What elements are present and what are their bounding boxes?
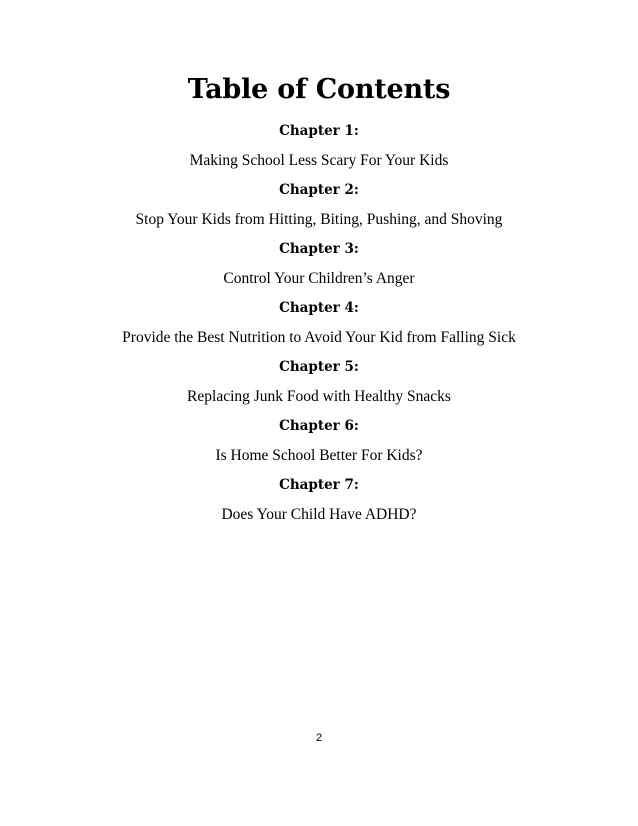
chapter-label: Chapter 6: xyxy=(279,418,359,434)
page-title: Table of Contents xyxy=(187,74,451,105)
chapter-label: Chapter 1: xyxy=(279,123,359,139)
chapter-label: Chapter 3: xyxy=(279,241,359,257)
toc-entry-chapter-6 xyxy=(0,415,638,474)
toc-entry-chapter-1 xyxy=(0,120,638,179)
toc-entry-chapter-5 xyxy=(0,356,638,415)
toc-entry-chapter-2 xyxy=(0,179,638,238)
chapter-title: Making School Less Scary For Your Kids xyxy=(189,152,449,169)
chapter-title: Does Your Child Have ADHD? xyxy=(221,506,417,523)
chapter-title: Stop Your Kids from Hitting, Biting, Pushing, and Shoving xyxy=(135,211,503,228)
chapter-label: Chapter 4: xyxy=(279,300,359,316)
table-of-contents xyxy=(0,120,638,533)
chapter-label: Chapter 2: xyxy=(279,182,359,198)
toc-entry-chapter-7 xyxy=(0,474,638,533)
page-number: 2 xyxy=(315,732,323,744)
chapter-label: Chapter 7: xyxy=(279,477,359,493)
toc-entry-chapter-3 xyxy=(0,238,638,297)
chapter-title: Is Home School Better For Kids? xyxy=(215,447,423,464)
chapter-label: Chapter 5: xyxy=(279,359,359,375)
toc-entry-chapter-4 xyxy=(0,297,638,356)
chapter-title: Replacing Junk Food with Healthy Snacks xyxy=(187,388,451,405)
chapter-title: Control Your Children’s Anger xyxy=(223,270,415,287)
chapter-title: Provide the Best Nutrition to Avoid Your Kid from Falling Sick xyxy=(122,329,516,346)
